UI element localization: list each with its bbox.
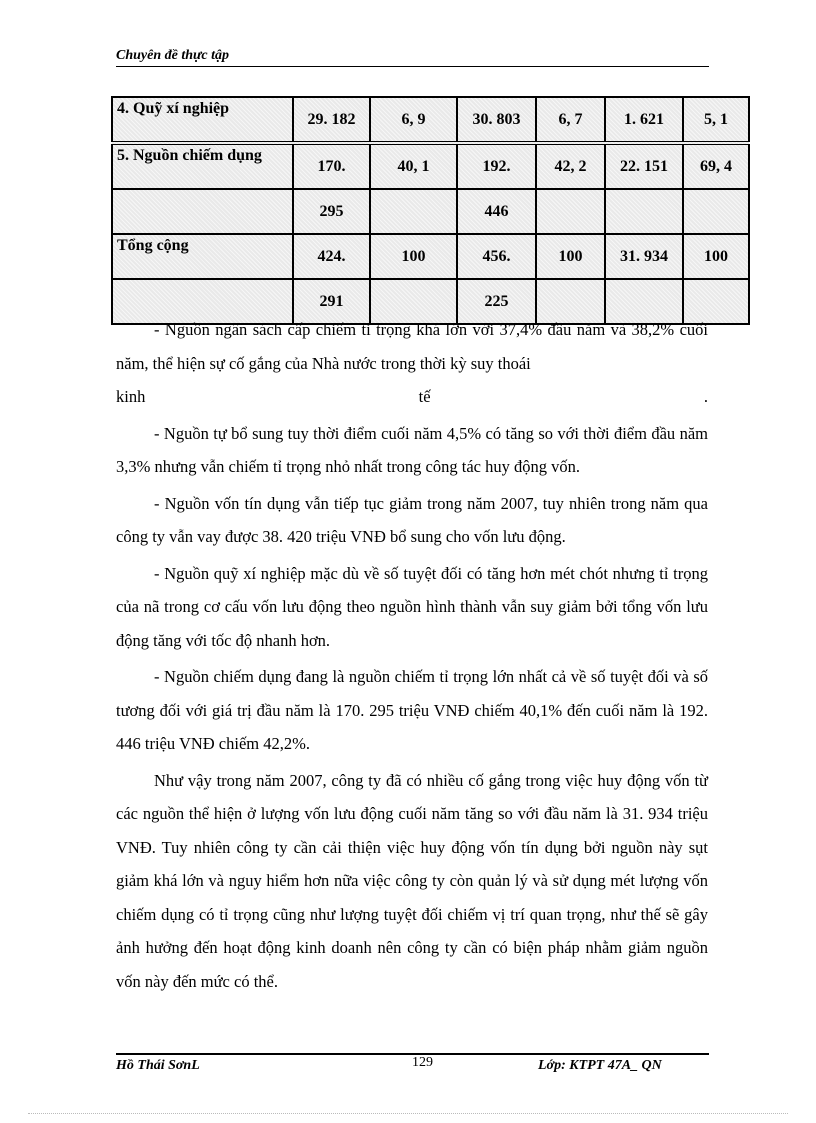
table-cell — [536, 189, 605, 234]
table-row — [112, 234, 749, 279]
row-label: 5. Nguồn chiếm dụng — [112, 143, 293, 189]
table-cell: 192. — [457, 143, 536, 189]
table-cell — [370, 189, 457, 234]
table-cell — [605, 189, 683, 234]
word-te: tế — [418, 387, 431, 406]
table-cell: 100 — [370, 234, 457, 279]
word-kinh: kinh — [116, 387, 146, 406]
page-number: 129 — [412, 1055, 433, 1070]
row-label: Tổng cộng — [112, 234, 293, 279]
table-cell: 29. 182 — [293, 97, 370, 143]
table-cell: 295 — [293, 189, 370, 234]
table-cell: 225 — [457, 279, 536, 324]
table-cell: 31. 934 — [605, 234, 683, 279]
table-cell: 30. 803 — [457, 97, 536, 143]
body-text — [116, 313, 708, 998]
footer-author: Hồ Thái SơnL — [116, 1058, 200, 1073]
table-cell: 291 — [293, 279, 370, 324]
table-cell: 1. 621 — [605, 97, 683, 143]
paragraph-conclusion: Như vậy trong năm 2007, công ty đã có nhiều cố gắng trong việc huy động vốn từ các nguồn thể hiện ở lượng vốn lưu động cuối năm tăng so với đầu năm là 31. 934 triệu VNĐ. Tuy nhiên công ty cần cải thiện việc huy động vốn tín dụng bởi nguồn này sụt giảm khá lớn và nguy hiểm hơn nữa việc công ty còn quản lý và sử dụng mét lượng vốn chiếm dụng có tỉ trọng cũng như lượng tuyệt đối chiếm vị trí quan trọng, như thế sẽ gây ảnh hưởng đến hoạt động kinh doanh nên công ty cần có biện pháp nhằm giảm nguồn vốn này đến mức có thể. — [116, 770, 708, 991]
table-cell: 446 — [457, 189, 536, 234]
paragraph-justified-line — [116, 380, 708, 414]
word-period: . — [703, 387, 708, 406]
capital-source-table — [111, 96, 750, 325]
paragraph-credit: - Nguồn vốn tín dụng vẫn tiếp tục giảm trong năm 2007, tuy nhiên trong năm qua công ty vẫn vay được 38. 420 triệu VNĐ bổ sung cho vốn lưu động. — [116, 493, 708, 546]
table-cell: 69, 4 — [683, 143, 749, 189]
row-label — [112, 189, 293, 234]
page-edge-divider — [28, 1113, 788, 1114]
table-cell: 5, 1 — [683, 97, 749, 143]
table-cell — [683, 189, 749, 234]
table-cell: 424. — [293, 234, 370, 279]
paragraph-text: - Nguồn ngân sách cấp chiếm tỉ trọng khá lớn với 37,4% đầu năm và 38,2% cuối năm, thể hiện sự cố gắng của Nhà nước trong thời kỳ suy thoái — [116, 320, 708, 373]
table-cell: 456. — [457, 234, 536, 279]
paragraph-appropriated: - Nguồn chiếm dụng đang là nguồn chiếm tỉ trọng lớn nhất cả về số tuyệt đối và số tương đối với giá trị đầu năm là 170. 295 triệu VNĐ chiếm 40,1% đến cuối năm là 192. 446 triệu VNĐ chiếm 42,2%. — [116, 667, 708, 753]
table-cell: 6, 9 — [370, 97, 457, 143]
table-cell: 100 — [536, 234, 605, 279]
paragraph-self-funding: - Nguồn tự bổ sung tuy thời điểm cuối năm 4,5% có tăng so với thời điểm đầu năm 3,3% nhưng vẫn chiếm tỉ trọng nhỏ nhất trong công tác huy động vốn. — [116, 423, 708, 476]
table-cell: 42, 2 — [536, 143, 605, 189]
table-row — [112, 143, 749, 189]
paragraph-state-budget — [116, 313, 708, 380]
table-cell: 100 — [683, 234, 749, 279]
page-header: Chuyên đề thực tập — [116, 48, 709, 67]
footer-class: Lớp: KTPT 47A_ QN — [538, 1058, 662, 1073]
table-cell: 40, 1 — [370, 143, 457, 189]
table-cell: 22. 151 — [605, 143, 683, 189]
table-row — [112, 97, 749, 143]
table-row — [112, 189, 749, 234]
table-cell: 6, 7 — [536, 97, 605, 143]
paragraph-enterprise-fund: - Nguồn quỹ xí nghiệp mặc dù về số tuyệt đối có tăng hơn mét chót nhưng tỉ trọng của nã trong cơ cấu vốn lưu động theo nguồn hình thành vẫn suy giảm bởi tổng vốn lưu động tăng với tốc độ nhanh hơn. — [116, 563, 708, 650]
table-cell: 170. — [293, 143, 370, 189]
row-label: 4. Quỹ xí nghiệp — [112, 97, 293, 143]
